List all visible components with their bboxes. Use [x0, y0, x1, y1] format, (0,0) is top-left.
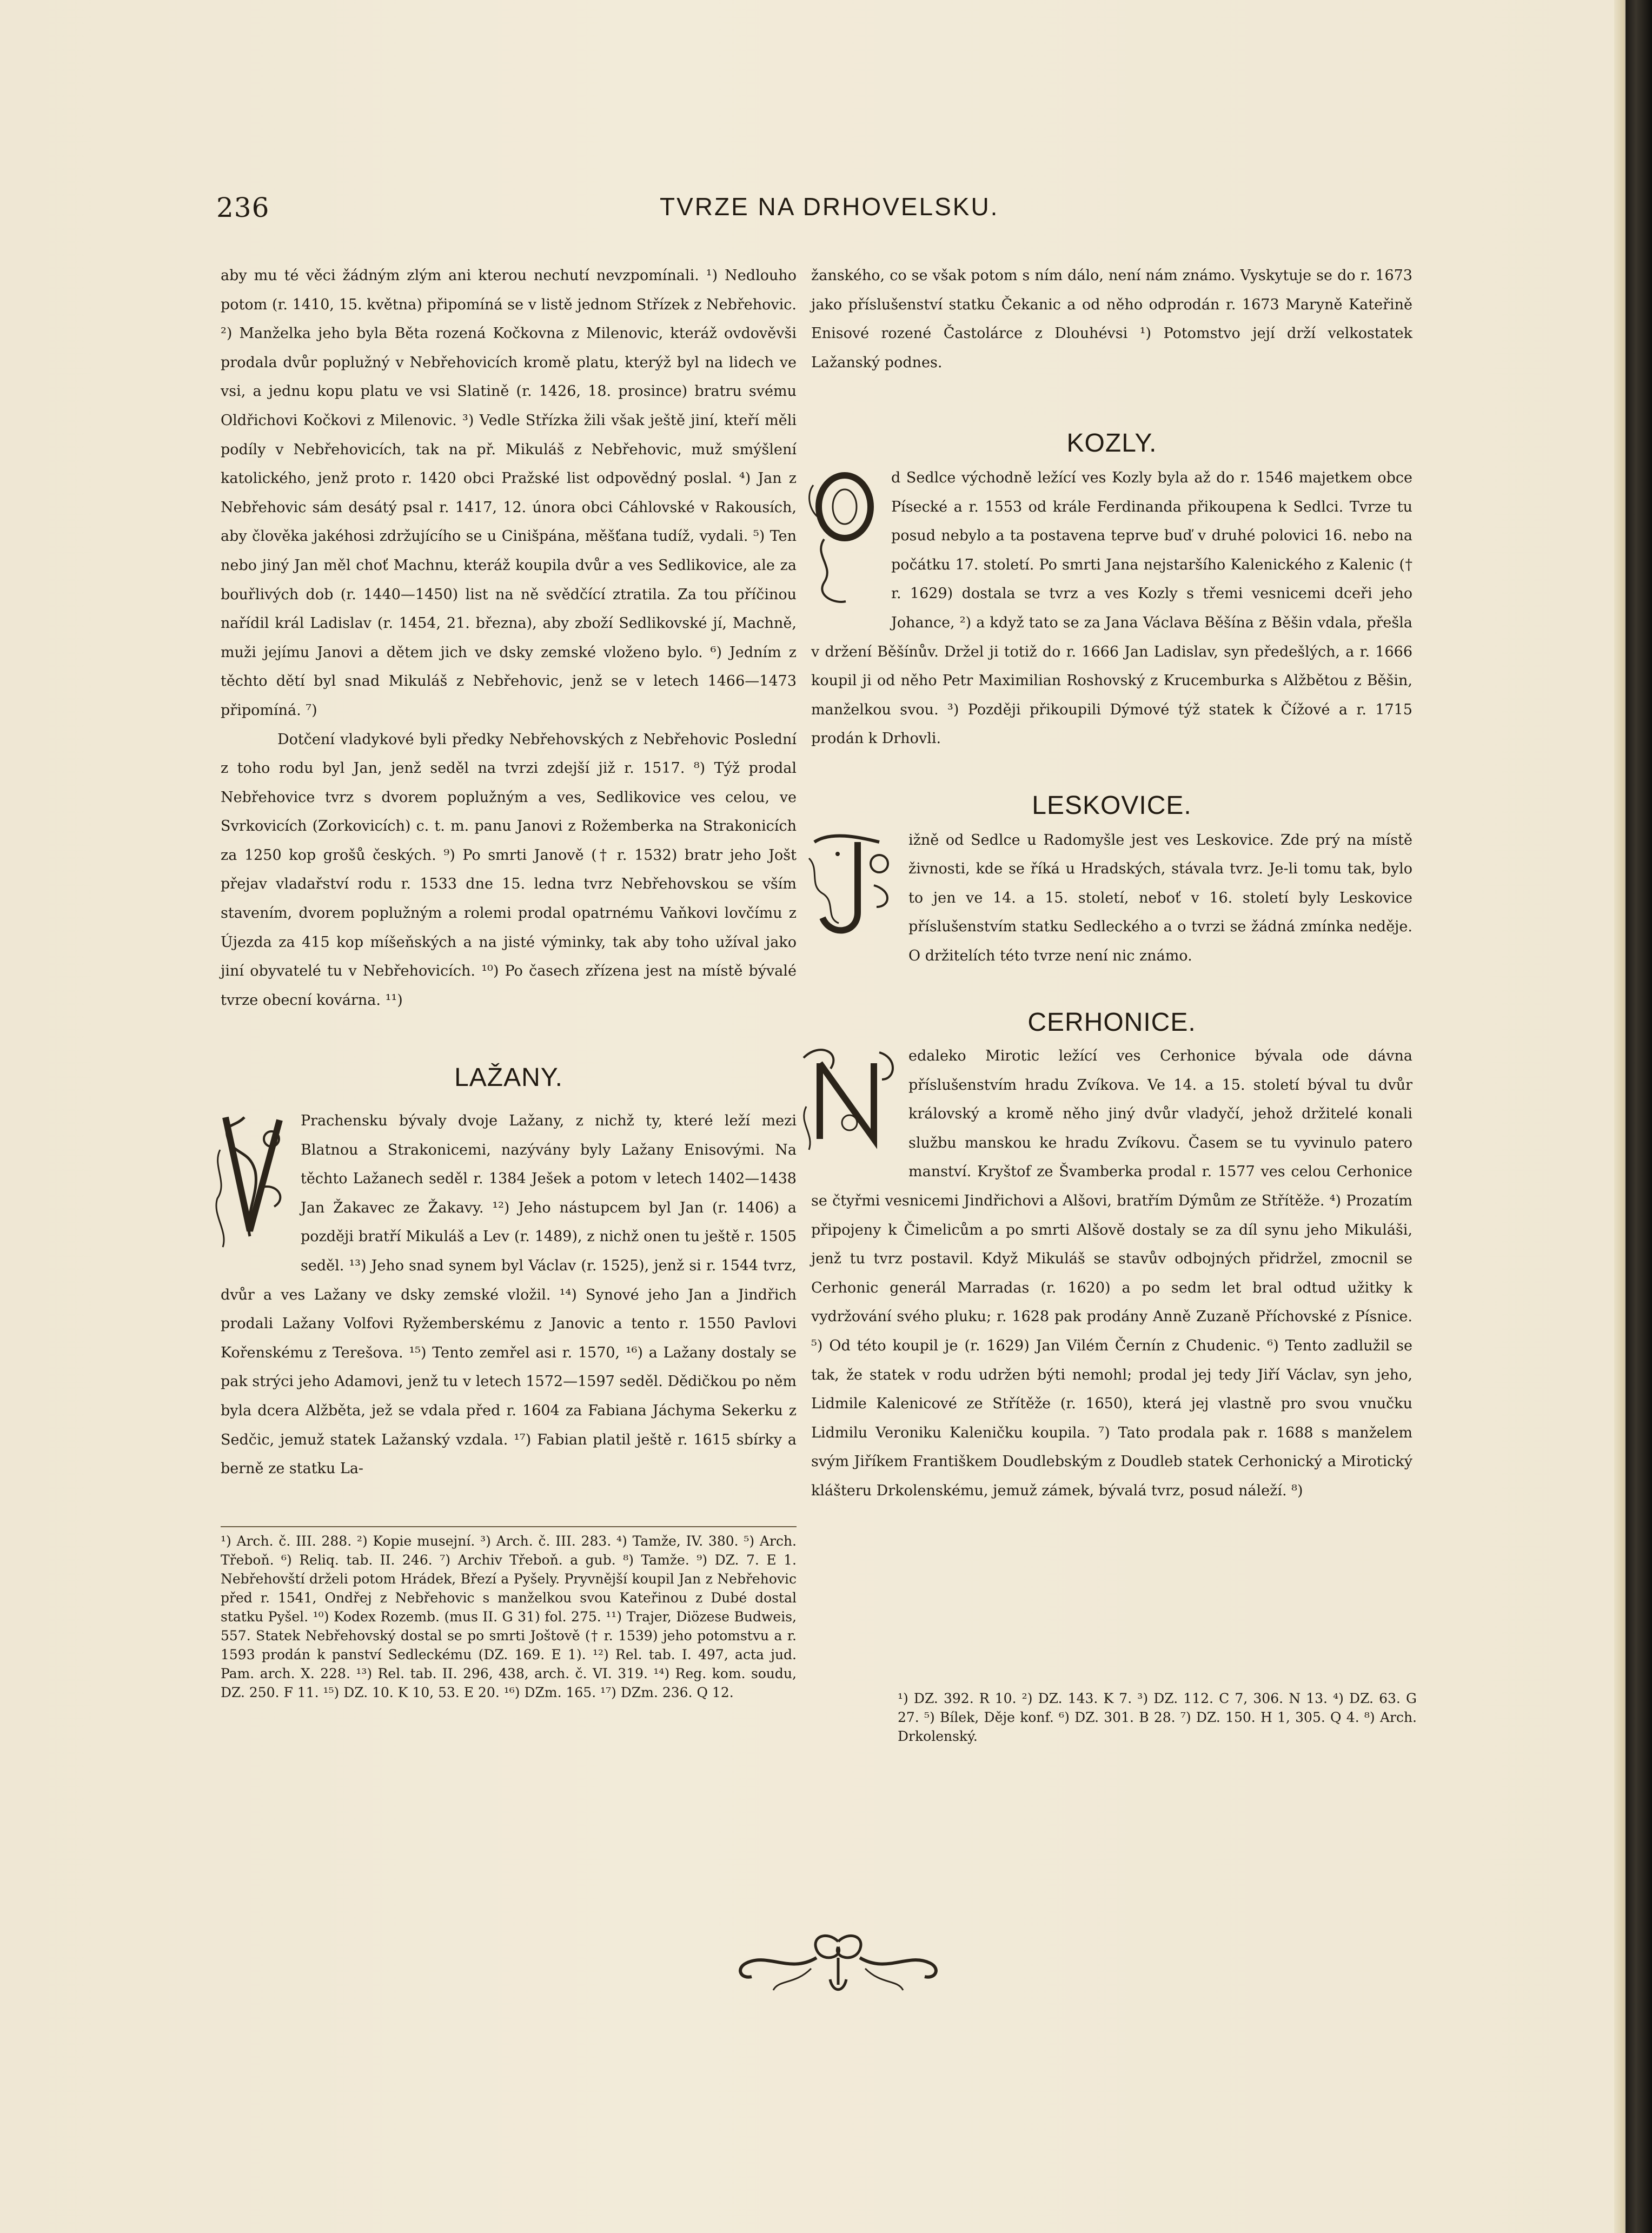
kozly-text: d Sedlce východně ležící ves Kozly byla až do r. 1546 majetkem obce Písecké a r. 1553 od krále Ferdinanda přikoupena k Sedlci. Tvrze tu posud nebylo a ta postavena teprve buď v druhé polovici 16. nebo na počátku 17. století. Po smrti Jana nejstaršího Kalenického z Kalenic († r. 1629) dostala se tvrz a ves Kozly s třemi vesnicemi dceři jeho Johance, ²) a když tato se za Jana Václava Běšína z Běšin vdala, přešla v držení Běšínův. Držel ji totiž do r. 1666 Jan Ladislav, syn předešlých, a r. 1666 koupil ji od něho Petr Maximilian Roshovský z Krucemburka s Alžbětou z Běšin, manželkou svou. ³) Později přikoupili Dýmové týž statek k Čížové a r. 1715 prodán k Drhovli.	[811, 469, 1412, 747]
ornamental-initial-j	[798, 826, 901, 942]
kozly-paragraph	[811, 463, 1412, 753]
ink-smudge	[835, 852, 840, 856]
running-title: TVRZE NA DRHOVELSKU.	[660, 193, 999, 221]
cerhonice-text: edaleko Mirotic ležící ves Cerhonice bývala ode dávna příslušenstvím hradu Zvíkova. Ve 14. a 15. století býval tu dvůr královský a kromě něho jiný dvůr vladyčí, jehož držitelé konali službu manskou ke hradu Zvíkovu. Časem se tu vyvinulo patero manství. Kryštof ze Švamberka prodal r. 1577 ves celou Cerhonice se čtyřmi vesnicemi Jindřichovi a Alšovi, bratřím Dýmům ze Střítěže. ⁴) Prozatím připojeny k Čimelicům a po smrti Alšově dostaly se za díl synu jeho Mikuláši, jenž tu tvrz postavil. Když Mikuláš se stavův odbojných přidržel, zmocnil se Cerhonic generál Marradas (r. 1620) a po sedm let bral odtud užitky k vydržování svého pluku; r. 1628 pak prodány Anně Zuzaně Příchovské z Písnice. ⁵) Od této koupil je (r. 1629) Jan Vilém Černín z Chudenic. ⁶) Tento zadlužil se tak, že statek v rodu udržen býti nemohl; prodal jej tedy Jiří Václav, syn jeho, Lidmile Kalenicové ze Střítěže (r. 1650), která jej vlastně pro svou vnučku Lidmilu Veroniku Kaleničku koupila. ⁷) Tato prodala pak r. 1688 s manželem svým Jiříkem Františkem Doudlebským z Doudleb statek Cerhonický a Mirotický klášteru Drkolenskému, jemuž zámek, bývalá tvrz, posud náleží. ⁸)	[811, 1048, 1412, 1499]
leskovice-text: ižně od Sedlce u Radomyšle jest ves Leskovice. Zde prý na místě živnosti, kde se říká u Hradských, stávala tvrz. Je-li tomu tak, bylo to jen ve 14. a 15. století, neboť v 16. století byly Leskovice příslušenstvím statku Sedleckého a o tvrzi se žádná zmínka neděje. O držitelích této tvrze není nic známo.	[908, 831, 1412, 964]
section-heading-cerhonice: CERHONICE.	[1027, 1008, 1196, 1037]
ornamental-vignette-icon	[730, 1925, 946, 2001]
lazany-continuation: žanského, co se však potom s ním dálo, není nám známo. Vyskytuje se do r. 1673 jako příslušenství statku Čekanic a od něho odprodán r. 1673 Maryně Kateřině Enisové rozené Častolárce z Dlouhévsi ¹) Potomstvo její drží velkostatek Lažanský podnes.	[811, 267, 1412, 371]
ornamental-initial-n	[798, 1042, 901, 1158]
intro-paragraph: aby mu té věci žádným zlým ani kterou nechutí nevzpomínali. ¹) Nedlouho potom (r. 1410, 15. května) připomíná se v listě jednom Střízek z Nebřehovic. ²) Manželka jeho byla Běta rozená Kočkovna z Milenovic, kteráž ovdověvši prodala dvůr poplužný v Nebřehovicích kromě platu, kterýž byl na lidech ve vsi, a jednu kopu platu ve vsi Slatině (r. 1426, 18. prosince) bratru svému Oldřichovi Kočkovi z Milenovic. ³) Vedle Střízka žili však ještě jiní, kteří měli podíly v Nebřehovicích, tak na př. Mikuláš z Nebřehovic, muž smýšlení katolického, jenž proto r. 1420 obci Pražské list odpovědný poslal. ⁴) Jan z Nebřehovic sám desátý psal r. 1417, 12. února obci Cáhlovské v Rakousích, aby člověka jakéhosi zdržujícího se u Cinišpána, měšťana tudíž, vydali. ⁵) Ten nebo jiný Jan měl choť Machnu, kteráž koupila dvůr a ves Sedlikovice, ale za bouřlivých dob (r. 1440—1450) list na ně svědčící ztratila. Za tou příčinou nařídil král Ladislav (r. 1454, 21. března), aby zboží Sedlikovské jí, Machně, muži jejímu Janovi a dětem jich ve dsky zemské vloženo bylo. ⁶) Jedním z těchto dětí byl snad Mikuláš z Nebřehovic, jenž se v letech 1466—1473 připomíná. ⁷)	[221, 267, 797, 719]
page-number: 236	[216, 192, 270, 223]
section-heading-kozly: KOZLY.	[1066, 429, 1157, 458]
page-header	[216, 192, 999, 235]
ornament-o-icon	[802, 463, 884, 609]
cerhonice-paragraph	[811, 1042, 1412, 1506]
footnotes-right: ¹) DZ. 392. R 10. ²) DZ. 143. K 7. ³) DZ. 112. C 7, 306. N 13. ⁴) DZ. 63. G 27. ⁵) Bílek, Děje konf. ⁶) DZ. 301. B 28. ⁷) DZ. 150. H 1, 305. Q 4. ⁸) Arch. Drkolenský.	[898, 1691, 1417, 1744]
page-gutter-shadow	[1614, 0, 1624, 2233]
right-column	[811, 261, 1412, 1506]
section-heading-lazany: LAŽANY.	[454, 1063, 563, 1092]
ornamental-initial-o	[802, 463, 884, 609]
lazany-text: Prachensku bývaly dvoje Lažany, z nichž ty, které leží mezi Blatnou a Strakonicemi, nazývány byly Lažany Enisovými. Na těchto Lažanech seděl r. 1384 Ješek a potom v letech 1402—1438 Jan Žakavec ze Žakavy. ¹²) Jeho nástupcem byl Jan (r. 1406) a později bratří Mikuláš a Lev (r. 1489), z nichž onen tu ještě r. 1505 seděl. ¹³) Jeho snad synem byl Václav (r. 1525), jenž si r. 1544 tvrz, dvůr a ves Lažany ve dsky zemské vložil. ¹⁴) Synové jeho Jan a Jindřich prodali Lažany Volfovi Ryžemberskému z Janovic a tento r. 1550 Pavlovi Kořenskému z Terešova. ¹⁵) Tento zemřel asi r. 1570, ¹⁶) a Lažany dostaly se pak strýci jeho Adamovi, jenž tu v letech 1572—1597 seděl. Dědičkou po něm byla dcera Alžběta, jež se vdala před r. 1604 za Fabiana Jáchyma Sekerku z Sedčic, jemuž statek Lažanský vzdala. ¹⁷) Fabian platil ještě r. 1615 sbírky a berně ze statku La-	[221, 1112, 797, 1477]
book-spine-edge	[1626, 0, 1652, 2233]
lazany-paragraph	[221, 1106, 797, 1483]
ornament-j-icon	[798, 826, 901, 942]
left-column	[221, 261, 797, 1483]
ornamental-initial-v	[212, 1106, 293, 1253]
ornament-n-icon	[798, 1042, 901, 1158]
leskovice-paragraph	[811, 826, 1412, 971]
section-heading-leskovice: LESKOVICE.	[1032, 791, 1192, 820]
ornament-v-icon	[212, 1106, 293, 1253]
footnotes-left: ¹) Arch. č. III. 288. ²) Kopie musejní. ³) Arch. č. III. 283. ⁴) Tamže, IV. 380. ⁵) Arch. Třeboň. ⁶) Reliq. tab. II. 246. ⁷) Archiv Třeboň. a gub. ⁸) Tamže. ⁹) DZ. 7. E 1. Nebřehovští drželi potom Hrádek, Březí a Pyšely. Pryvnější koupil Jan z Nebřehovic před r. 1541, Ondřej z Nebřehovic s manželkou svou Kateřinou z Dubé dostal statku Pyšel. ¹⁰) Kodex Rozemb. (mus II. G 31) fol. 275. ¹¹) Trajer, Diözese Budweis, 557. Statek Nebřehovský dostal se po smrti Joštově († r. 1539) jeho potomstvu a r. 1593 prodán k panství Sedleckému (DZ. 169. E 1). ¹²) Rel. tab. I. 497, acta jud. Pam. arch. X. 228. ¹³) Rel. tab. II. 296, 438, arch. č. VI. 319. ¹⁴) Reg. kom. soudu, DZ. 250. F 11. ¹⁵) DZ. 10. K 10, 53. E 20. ¹⁶) DZm. 165. ¹⁷) DZm. 236. Q 12.	[221, 1526, 797, 1702]
nebrehovice-paragraph: Dotčení vladykové byli předky Nebřehovských z Nebřehovic Poslední z toho rodu byl Jan, jenž seděl na tvrzi zdejší již r. 1517. ⁸) Týž prodal Nebřehovice tvrz s dvorem poplužným a ves, Sedlikovice ves celou, ve Svrkovicích (Zorkovicích) c. t. m. panu Janovi z Rožemberka na Strakonicích za 1250 kop grošů českých. ⁹) Po smrti Janově († r. 1532) bratr jeho Jošt přejav vladařství rodu r. 1533 dne 15. ledna tvrz Nebřehovskou se vším stavením, dvorem poplužným a rolemi prodal opatrnému Vaňkovi lovčímu z Újezda za 415 kop míšeňských a na jisté výminky, tak aby toho užíval jako jiní obyvatelé tu v Nebřehovicích. ¹⁰) Po časech zřízena jest na místě bývalé tvrze obecní kovárna. ¹¹)	[221, 731, 797, 1009]
